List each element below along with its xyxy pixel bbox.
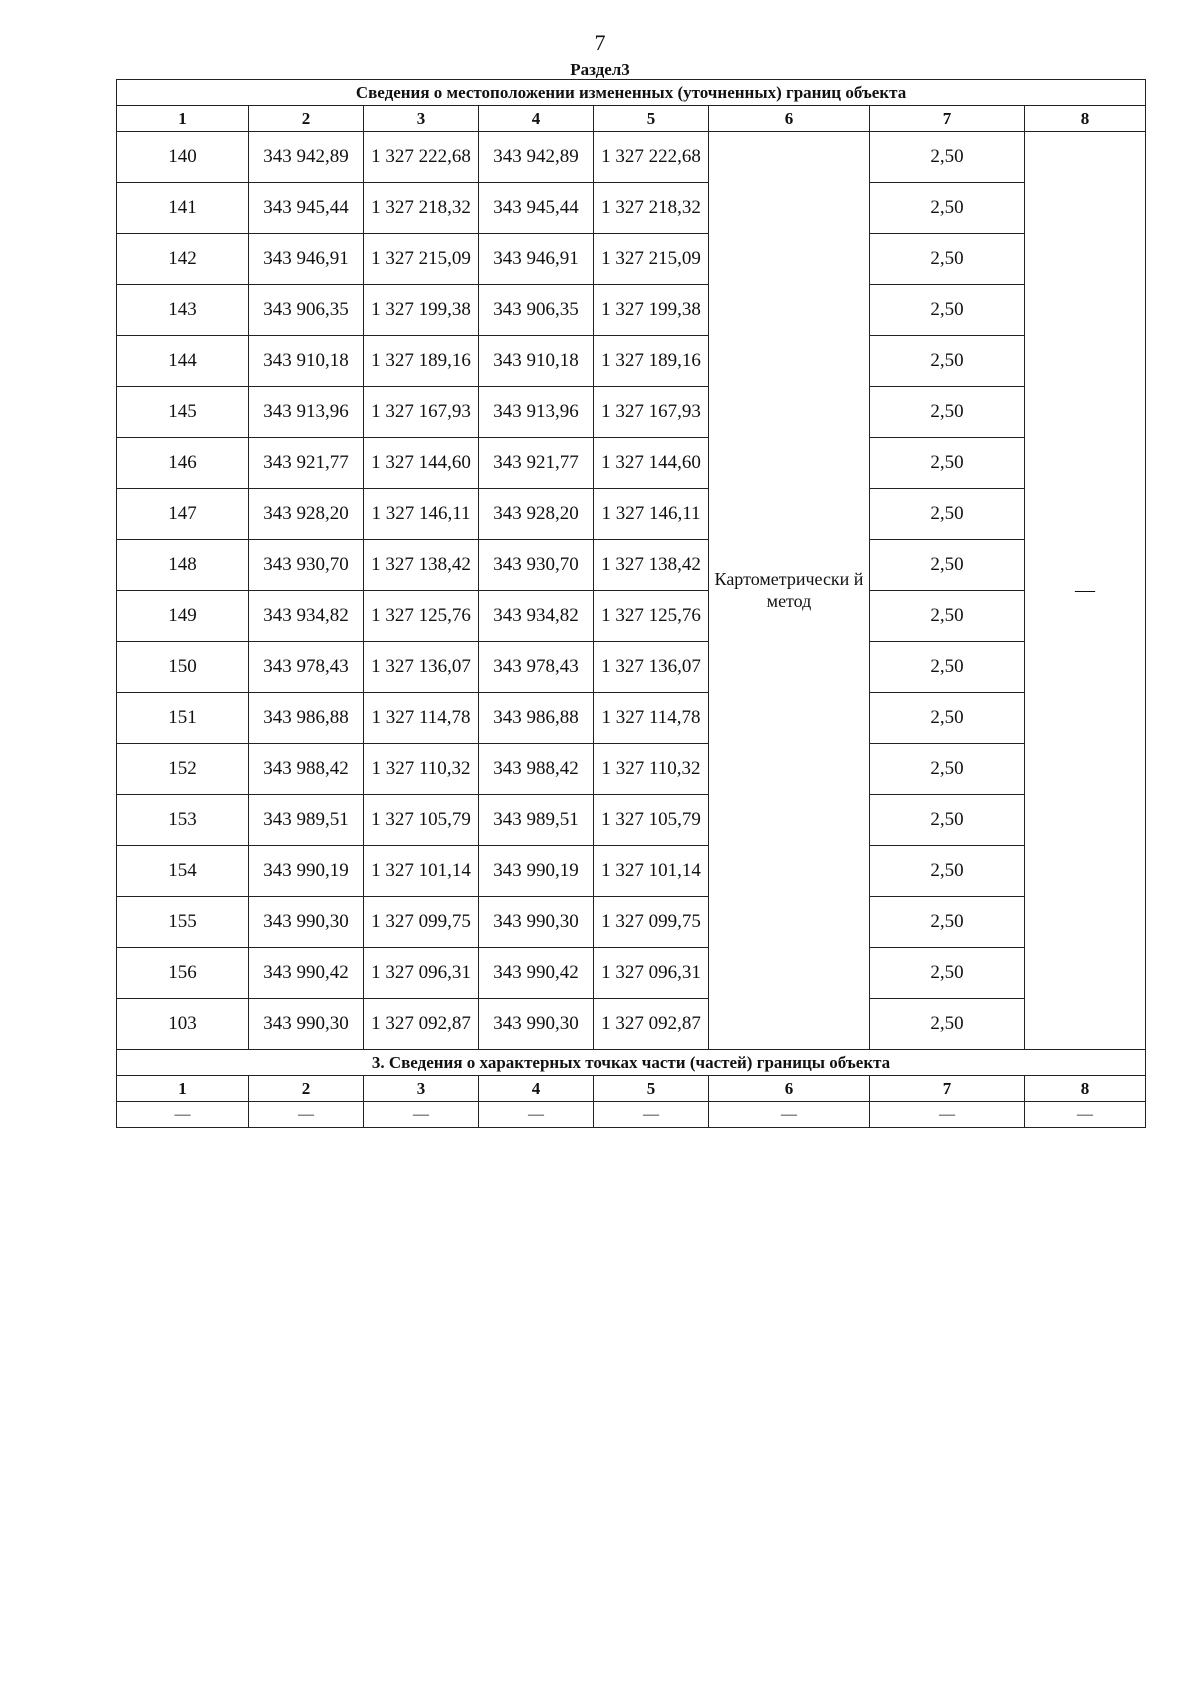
y-new-cell: 1 327 167,93	[594, 387, 709, 438]
point-number-cell: 146	[117, 438, 249, 489]
y-new-cell: 1 327 199,38	[594, 285, 709, 336]
accuracy-cell: 2,50	[870, 387, 1025, 438]
table-row	[117, 795, 1146, 846]
y-old-cell: 1 327 222,68	[364, 132, 479, 183]
x-old-cell: 343 986,88	[249, 693, 364, 744]
parts-header-row	[117, 1076, 1146, 1102]
accuracy-cell: 2,50	[870, 744, 1025, 795]
column-header: 6	[709, 1076, 870, 1102]
x-new-cell: 343 942,89	[479, 132, 594, 183]
accuracy-cell: 2,50	[870, 234, 1025, 285]
x-old-cell: 343 945,44	[249, 183, 364, 234]
y-new-cell: 1 327 222,68	[594, 132, 709, 183]
point-number-cell: 149	[117, 591, 249, 642]
accuracy-cell: 2,50	[870, 132, 1025, 183]
empty-cell: —	[1025, 1102, 1146, 1128]
y-old-cell: 1 327 101,14	[364, 846, 479, 897]
table-row	[117, 642, 1146, 693]
y-new-cell: 1 327 189,16	[594, 336, 709, 387]
boundaries-header-row	[117, 106, 1146, 132]
x-new-cell: 343 928,20	[479, 489, 594, 540]
empty-cell: —	[870, 1102, 1025, 1128]
accuracy-cell: 2,50	[870, 183, 1025, 234]
point-number-cell: 145	[117, 387, 249, 438]
parts-caption: 3. Сведения о характерных точках части (частей) границы объекта	[117, 1050, 1146, 1076]
accuracy-cell: 2,50	[870, 540, 1025, 591]
table-row	[117, 591, 1146, 642]
y-new-cell: 1 327 146,11	[594, 489, 709, 540]
point-number-cell: 155	[117, 897, 249, 948]
accuracy-cell: 2,50	[870, 999, 1025, 1050]
x-new-cell: 343 986,88	[479, 693, 594, 744]
empty-cell: —	[249, 1102, 364, 1128]
column-header: 4	[479, 106, 594, 132]
column-header: 8	[1025, 1076, 1146, 1102]
x-new-cell: 343 945,44	[479, 183, 594, 234]
point-number-cell: 143	[117, 285, 249, 336]
x-old-cell: 343 989,51	[249, 795, 364, 846]
empty-cell: —	[709, 1102, 870, 1128]
y-old-cell: 1 327 144,60	[364, 438, 479, 489]
x-old-cell: 343 990,30	[249, 999, 364, 1050]
table-row	[117, 387, 1146, 438]
column-header: 2	[249, 1076, 364, 1102]
x-old-cell: 343 921,77	[249, 438, 364, 489]
y-old-cell: 1 327 125,76	[364, 591, 479, 642]
accuracy-cell: 2,50	[870, 285, 1025, 336]
boundary-table	[116, 79, 1146, 1128]
point-number-cell: 147	[117, 489, 249, 540]
table-row	[117, 234, 1146, 285]
table-row	[117, 897, 1146, 948]
boundaries-caption: Сведения о местоположении измененных (уточненных) границ объекта	[117, 80, 1146, 106]
table-row	[117, 336, 1146, 387]
table-row	[117, 489, 1146, 540]
x-old-cell: 343 906,35	[249, 285, 364, 336]
y-new-cell: 1 327 114,78	[594, 693, 709, 744]
point-number-cell: 150	[117, 642, 249, 693]
x-old-cell: 343 990,30	[249, 897, 364, 948]
y-old-cell: 1 327 092,87	[364, 999, 479, 1050]
x-new-cell: 343 913,96	[479, 387, 594, 438]
accuracy-cell: 2,50	[870, 642, 1025, 693]
y-new-cell: 1 327 144,60	[594, 438, 709, 489]
y-old-cell: 1 327 099,75	[364, 897, 479, 948]
x-old-cell: 343 942,89	[249, 132, 364, 183]
y-new-cell: 1 327 125,76	[594, 591, 709, 642]
point-number-cell: 153	[117, 795, 249, 846]
point-number-cell: 152	[117, 744, 249, 795]
column-8-cell: —	[1025, 132, 1146, 1050]
column-header: 4	[479, 1076, 594, 1102]
x-old-cell: 343 978,43	[249, 642, 364, 693]
accuracy-cell: 2,50	[870, 438, 1025, 489]
x-new-cell: 343 990,42	[479, 948, 594, 999]
table-row	[117, 999, 1146, 1050]
y-new-cell: 1 327 218,32	[594, 183, 709, 234]
y-old-cell: 1 327 136,07	[364, 642, 479, 693]
empty-cell: —	[364, 1102, 479, 1128]
y-old-cell: 1 327 215,09	[364, 234, 479, 285]
y-new-cell: 1 327 215,09	[594, 234, 709, 285]
table-row	[117, 693, 1146, 744]
accuracy-cell: 2,50	[870, 795, 1025, 846]
y-new-cell: 1 327 136,07	[594, 642, 709, 693]
y-new-cell: 1 327 099,75	[594, 897, 709, 948]
x-new-cell: 343 989,51	[479, 795, 594, 846]
x-new-cell: 343 930,70	[479, 540, 594, 591]
x-old-cell: 343 946,91	[249, 234, 364, 285]
table-row	[117, 540, 1146, 591]
y-new-cell: 1 327 096,31	[594, 948, 709, 999]
point-number-cell: 140	[117, 132, 249, 183]
y-new-cell: 1 327 101,14	[594, 846, 709, 897]
column-header: 7	[870, 106, 1025, 132]
method-cell: Картометрически й метод	[709, 132, 870, 1050]
accuracy-cell: 2,50	[870, 897, 1025, 948]
table-row	[117, 438, 1146, 489]
column-header: 7	[870, 1076, 1025, 1102]
y-old-cell: 1 327 146,11	[364, 489, 479, 540]
y-new-cell: 1 327 105,79	[594, 795, 709, 846]
point-number-cell: 103	[117, 999, 249, 1050]
empty-cell: —	[117, 1102, 249, 1128]
x-new-cell: 343 921,77	[479, 438, 594, 489]
point-number-cell: 154	[117, 846, 249, 897]
empty-cell: —	[594, 1102, 709, 1128]
table-row	[117, 948, 1146, 999]
x-new-cell: 343 906,35	[479, 285, 594, 336]
column-header: 8	[1025, 106, 1146, 132]
y-old-cell: 1 327 110,32	[364, 744, 479, 795]
y-new-cell: 1 327 092,87	[594, 999, 709, 1050]
y-new-cell: 1 327 110,32	[594, 744, 709, 795]
parts-empty-row	[117, 1102, 1146, 1128]
column-header: 3	[364, 106, 479, 132]
table-row	[117, 132, 1146, 183]
table-row	[117, 744, 1146, 795]
column-header: 1	[117, 1076, 249, 1102]
section-title: Раздел3	[570, 60, 630, 79]
point-number-cell: 144	[117, 336, 249, 387]
x-old-cell: 343 934,82	[249, 591, 364, 642]
x-new-cell: 343 990,30	[479, 999, 594, 1050]
table-row	[117, 846, 1146, 897]
y-old-cell: 1 327 096,31	[364, 948, 479, 999]
accuracy-cell: 2,50	[870, 489, 1025, 540]
point-number-cell: 142	[117, 234, 249, 285]
x-old-cell: 343 910,18	[249, 336, 364, 387]
column-header: 1	[117, 106, 249, 132]
x-old-cell: 343 990,42	[249, 948, 364, 999]
y-new-cell: 1 327 138,42	[594, 540, 709, 591]
y-old-cell: 1 327 218,32	[364, 183, 479, 234]
y-old-cell: 1 327 105,79	[364, 795, 479, 846]
x-new-cell: 343 990,30	[479, 897, 594, 948]
accuracy-cell: 2,50	[870, 336, 1025, 387]
column-header: 3	[364, 1076, 479, 1102]
empty-cell: —	[479, 1102, 594, 1128]
x-new-cell: 343 988,42	[479, 744, 594, 795]
x-new-cell: 343 978,43	[479, 642, 594, 693]
column-header: 5	[594, 106, 709, 132]
point-number-cell: 148	[117, 540, 249, 591]
page-number: 7	[594, 30, 606, 55]
point-number-cell: 156	[117, 948, 249, 999]
x-new-cell: 343 946,91	[479, 234, 594, 285]
y-old-cell: 1 327 199,38	[364, 285, 479, 336]
x-new-cell: 343 934,82	[479, 591, 594, 642]
point-number-cell: 151	[117, 693, 249, 744]
accuracy-cell: 2,50	[870, 846, 1025, 897]
x-old-cell: 343 928,20	[249, 489, 364, 540]
y-old-cell: 1 327 138,42	[364, 540, 479, 591]
x-old-cell: 343 988,42	[249, 744, 364, 795]
table-row	[117, 285, 1146, 336]
y-old-cell: 1 327 114,78	[364, 693, 479, 744]
table-row	[117, 183, 1146, 234]
column-header: 5	[594, 1076, 709, 1102]
x-old-cell: 343 930,70	[249, 540, 364, 591]
x-new-cell: 343 990,19	[479, 846, 594, 897]
x-old-cell: 343 990,19	[249, 846, 364, 897]
accuracy-cell: 2,50	[870, 591, 1025, 642]
column-header: 6	[709, 106, 870, 132]
accuracy-cell: 2,50	[870, 948, 1025, 999]
y-old-cell: 1 327 167,93	[364, 387, 479, 438]
y-old-cell: 1 327 189,16	[364, 336, 479, 387]
x-new-cell: 343 910,18	[479, 336, 594, 387]
column-header: 2	[249, 106, 364, 132]
point-number-cell: 141	[117, 183, 249, 234]
accuracy-cell: 2,50	[870, 693, 1025, 744]
x-old-cell: 343 913,96	[249, 387, 364, 438]
